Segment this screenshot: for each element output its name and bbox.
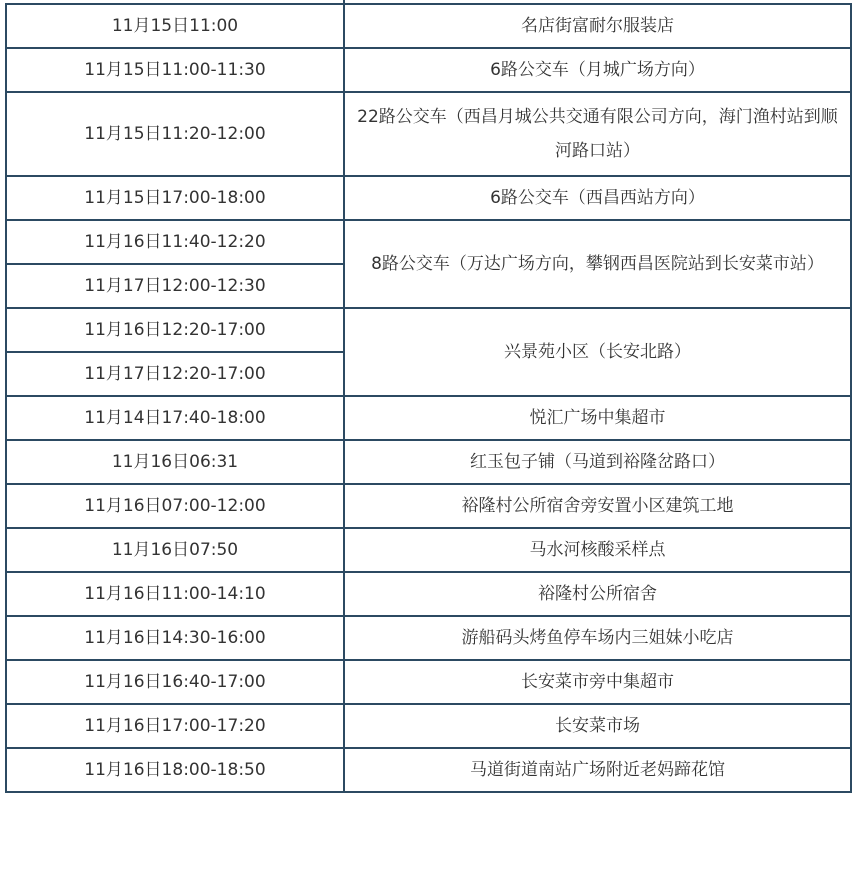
time-cell: 11月14日17:40-18:00 <box>6 396 344 440</box>
table-row <box>6 92 851 176</box>
time-cell: 11月16日07:00-12:00 <box>6 484 344 528</box>
table-row <box>6 308 851 352</box>
time-cell: 11月16日17:00-17:20 <box>6 704 344 748</box>
trace-table <box>5 3 852 793</box>
place-cell: 悦汇广场中集超市 <box>344 396 851 440</box>
place-cell: 兴景苑小区（长安北路） <box>344 308 851 396</box>
place-cell: 裕隆村公所宿舍 <box>344 572 851 616</box>
place-cell: 长安菜市旁中集超市 <box>344 660 851 704</box>
time-cell: 11月16日16:40-17:00 <box>6 660 344 704</box>
place-cell: 长安菜市场 <box>344 704 851 748</box>
place-cell: 6路公交车（西昌西站方向） <box>344 176 851 220</box>
table-row <box>6 572 851 616</box>
place-cell: 名店街富耐尔服装店 <box>344 4 851 48</box>
time-cell: 11月16日11:00-14:10 <box>6 572 344 616</box>
place-cell: 8路公交车（万达广场方向，攀钢西昌医院站到长安菜市站） <box>344 220 851 308</box>
table-row <box>6 748 851 792</box>
time-cell: 11月15日11:00 <box>6 4 344 48</box>
table-row <box>6 484 851 528</box>
time-cell: 11月16日07:50 <box>6 528 344 572</box>
time-cell: 11月16日11:40-12:20 <box>6 220 344 264</box>
place-cell: 红玉包子铺（马道到裕隆岔路口） <box>344 440 851 484</box>
time-cell: 11月17日12:20-17:00 <box>6 352 344 396</box>
time-cell: 11月16日12:20-17:00 <box>6 308 344 352</box>
table-row <box>6 704 851 748</box>
time-cell: 11月16日14:30-16:00 <box>6 616 344 660</box>
time-cell: 11月15日11:20-12:00 <box>6 92 344 176</box>
table-row <box>6 440 851 484</box>
time-cell: 11月16日18:00-18:50 <box>6 748 344 792</box>
place-cell: 游船码头烤鱼停车场内三姐妹小吃店 <box>344 616 851 660</box>
table-row <box>6 220 851 264</box>
table-row <box>6 660 851 704</box>
table-row <box>6 48 851 92</box>
place-cell: 马水河核酸采样点 <box>344 528 851 572</box>
place-cell: 裕隆村公所宿舍旁安置小区建筑工地 <box>344 484 851 528</box>
time-cell: 11月15日17:00-18:00 <box>6 176 344 220</box>
table-row <box>6 616 851 660</box>
table-row <box>6 528 851 572</box>
time-cell: 11月16日06:31 <box>6 440 344 484</box>
time-cell: 11月15日11:00-11:30 <box>6 48 344 92</box>
table-row <box>6 176 851 220</box>
table-row <box>6 396 851 440</box>
place-cell: 22路公交车（西昌月城公共交通有限公司方向，海门渔村站到顺河路口站） <box>344 92 851 176</box>
place-cell: 6路公交车（月城广场方向） <box>344 48 851 92</box>
time-cell: 11月17日12:00-12:30 <box>6 264 344 308</box>
place-cell: 马道街道南站广场附近老妈蹄花馆 <box>344 748 851 792</box>
table-row <box>6 4 851 48</box>
